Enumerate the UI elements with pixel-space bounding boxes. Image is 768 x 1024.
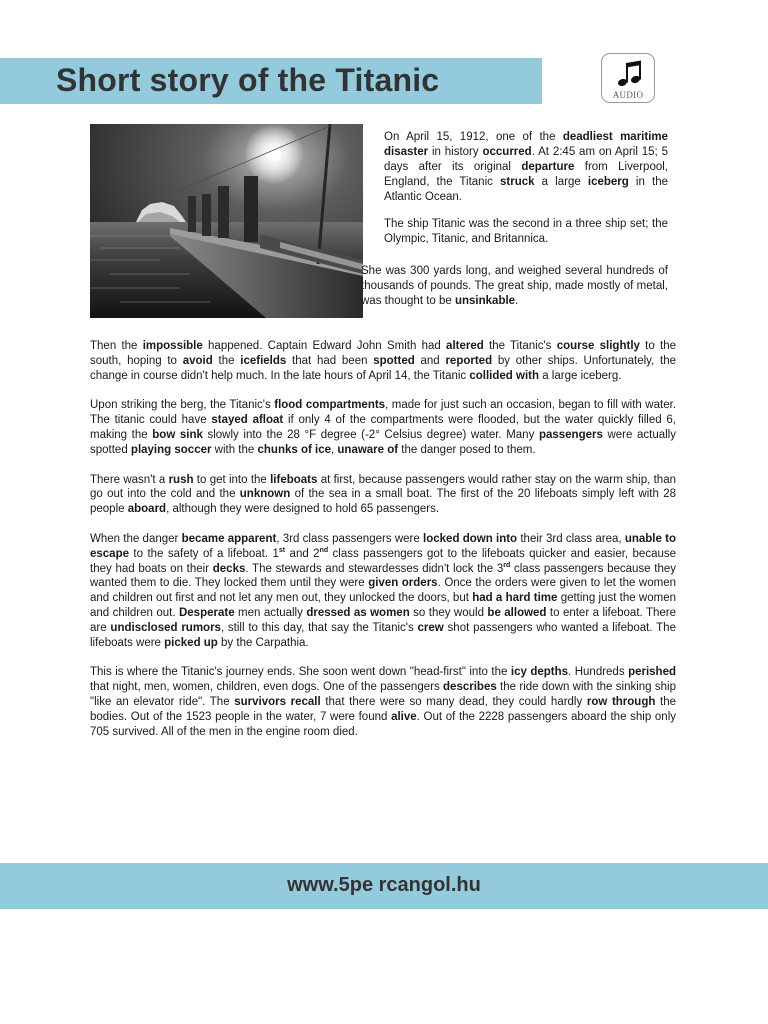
highlighted-term: departure (521, 161, 575, 173)
text-run: to the safety of a lifeboat. 1 (129, 547, 279, 560)
highlighted-term: undisclosed rumors (110, 621, 221, 634)
text-run: When the danger (90, 532, 182, 545)
wrap-paragraph-block (361, 264, 668, 309)
highlighted-term: unsinkable (454, 295, 516, 307)
text-run: , although they were designed to hold 65 passengers. (166, 503, 440, 516)
text-run: so they would (409, 606, 488, 619)
text-run: a large (534, 176, 588, 188)
text-run: a large iceberg. (539, 369, 622, 382)
page-title: Short story of the Titanic (56, 62, 440, 98)
highlighted-term: impossible (142, 340, 203, 352)
text-run: This is where the Titanic's journey ends. She soon went down "head-first" into the (90, 666, 511, 679)
text-run: Then the (90, 340, 143, 352)
footer-bar (0, 863, 768, 909)
highlighted-term: deadliest maritime disaster (384, 131, 669, 158)
text-run: The ship Titanic was the second in a three ship set; the Olympic, Titanic, and Britannica. (384, 218, 668, 245)
highlighted-term: lifeboats (270, 473, 318, 486)
text-run: that night, men, women, children, even dogs. One of the passengers (90, 681, 444, 694)
text-run: by the Carpathia. (217, 636, 309, 649)
highlighted-term: unaware of (337, 443, 399, 456)
highlighted-term: chunks of ice (257, 443, 331, 456)
text-run: in history (428, 146, 483, 158)
story-paragraph (90, 473, 676, 517)
highlighted-term: nd (319, 546, 329, 554)
highlighted-term: aboard (127, 503, 167, 516)
text-run: by other ships. Unfortunately, the change in course didn't help much. In the late hours of April 14, the Titanic (90, 354, 676, 382)
highlighted-term: row through (586, 695, 656, 708)
text-run: to the south, hoping to (90, 340, 676, 367)
highlighted-term: bow sink (152, 428, 203, 441)
text-run: that there were so many dead, they could hardly (320, 695, 587, 708)
title-bar (0, 58, 542, 104)
highlighted-term: rd (503, 561, 511, 569)
text-run: at first, because passengers would rather stay on the warm ship, than go out into the cold and the (90, 473, 676, 501)
text-run: the bodies. Out of the 1523 people in the water, 7 were found (90, 695, 676, 723)
highlighted-term: altered (446, 340, 484, 352)
text-run: happened. Captain Edward John Smith had (202, 340, 447, 352)
highlighted-term: alive (391, 710, 417, 723)
highlighted-term: iceberg (587, 176, 629, 188)
text-run: . Once the orders were given to let the women and children out first and not let any men out, they unlocked the doors, but (90, 577, 677, 605)
titanic-photo (90, 124, 363, 318)
music-note-icon (616, 59, 642, 89)
text-run: were actually spotted (90, 428, 676, 456)
text-run: class passengers because they wanted them to die. They locked them until they were (90, 562, 676, 590)
highlighted-term: unable to escape (90, 532, 677, 560)
text-run: , (331, 443, 338, 456)
story-body (90, 339, 676, 754)
text-run: , still to this day, that say the Titanic's (220, 621, 418, 634)
wrap-paragraph (361, 264, 668, 309)
text-run: to enter a lifeboat. There are (90, 606, 676, 634)
text-run: their 3rd class area, (517, 532, 625, 545)
text-run: , made for just such an occasion, began to fill with water. The titanic could have (90, 399, 676, 427)
text-run: of the sea in a small boat. The first of the 20 lifeboats simply left with 28 people (90, 488, 676, 516)
text-run: . The stewards and stewardesses didn't lock the 3 (245, 562, 504, 575)
story-paragraph (90, 339, 676, 383)
story-paragraph (90, 665, 676, 739)
highlighted-term: flood compartments (274, 399, 386, 412)
highlighted-term: became apparent (181, 532, 277, 545)
text-run: . (515, 295, 519, 307)
text-run: On April 15, 1912, one of the (384, 131, 563, 143)
highlighted-term: stayed afloat (211, 414, 284, 427)
highlighted-term: perished (628, 666, 676, 679)
highlighted-term: be allowed (487, 606, 547, 619)
text-run: and (414, 354, 446, 367)
highlighted-term: struck (500, 176, 535, 188)
highlighted-term: icefields (240, 354, 287, 367)
highlighted-term: dressed as women (306, 606, 410, 619)
text-run: with the (211, 443, 258, 456)
text-run: that had been (286, 354, 374, 367)
text-run: slowly into the 28 °F degree (-2° Celsius degree) water. Many (202, 428, 539, 441)
highlighted-term: spotted (373, 354, 415, 367)
highlighted-term: describes (443, 681, 497, 694)
text-run: class passengers got to the lifeboats quicker and easier, because they had boats on their (90, 547, 677, 575)
highlighted-term: icy depths (510, 666, 569, 679)
highlighted-term: avoid (182, 354, 213, 367)
highlighted-term: rush (168, 473, 194, 486)
text-run: . At 2:45 am on April 15; 5 days after its original (384, 146, 668, 173)
highlighted-term: passengers (538, 428, 603, 441)
text-run: from Liverpool, England, the Titanic (384, 161, 668, 188)
text-run: if only 4 of the compartments were flooded, but the water quickly filled 6, making the (90, 414, 676, 441)
text-run: Upon striking the berg, the Titanic's (90, 399, 275, 412)
highlighted-term: collided with (469, 369, 540, 382)
text-run: There wasn't a (90, 473, 169, 486)
intro-paragraph (384, 217, 668, 247)
text-run: the Titanic's (483, 340, 557, 352)
text-run: . Out of the 2228 passengers aboard the ship only 705 survived. All of the men in the engine room died. (90, 710, 676, 738)
text-run: the ride down with the sinking ship "like an elevator ride". The (90, 681, 676, 708)
text-run: and 2 (285, 547, 320, 560)
text-run: shot passengers who wanted a lifeboat. The lifeboats were (90, 621, 676, 649)
footer-url[interactable]: www.5pe rcangol.hu (287, 874, 481, 896)
highlighted-term: crew (417, 621, 444, 634)
highlighted-term: picked up (164, 636, 218, 649)
story-paragraph (90, 532, 676, 650)
audio-label: AUDIO (612, 90, 644, 100)
highlighted-term: reported (445, 354, 493, 367)
text-run: getting just the women and children out. (90, 592, 676, 619)
audio-button[interactable] (601, 53, 655, 103)
highlighted-term: locked down into (423, 532, 518, 545)
text-run: to get into the (193, 473, 271, 486)
highlighted-term: unknown (239, 488, 291, 501)
intro-paragraph (384, 130, 668, 205)
text-run: in the Atlantic Ocean. (384, 176, 668, 203)
highlighted-term: decks (212, 562, 246, 575)
highlighted-term: had a hard time (472, 592, 558, 605)
highlighted-term: survivors recall (234, 695, 321, 708)
text-run: She was 300 yards long, and weighed several hundreds of thousands of pounds. The great ship, made mostly of metal, was thought to be (361, 265, 668, 307)
highlighted-term: Desperate (178, 606, 235, 619)
text-run: the danger posed to them. (398, 443, 536, 456)
highlighted-term: given orders (368, 577, 438, 590)
text-run: men actually (234, 606, 307, 619)
text-run: the (212, 354, 241, 367)
story-paragraph (90, 398, 676, 457)
highlighted-term: course slightly (556, 340, 640, 352)
intro-text (384, 130, 668, 259)
text-run: . Hundreds (568, 666, 629, 679)
highlighted-term: playing soccer (130, 443, 212, 456)
text-run: , 3rd class passengers were (276, 532, 424, 545)
highlighted-term: st (278, 546, 286, 554)
highlighted-term: occurred (482, 146, 532, 158)
